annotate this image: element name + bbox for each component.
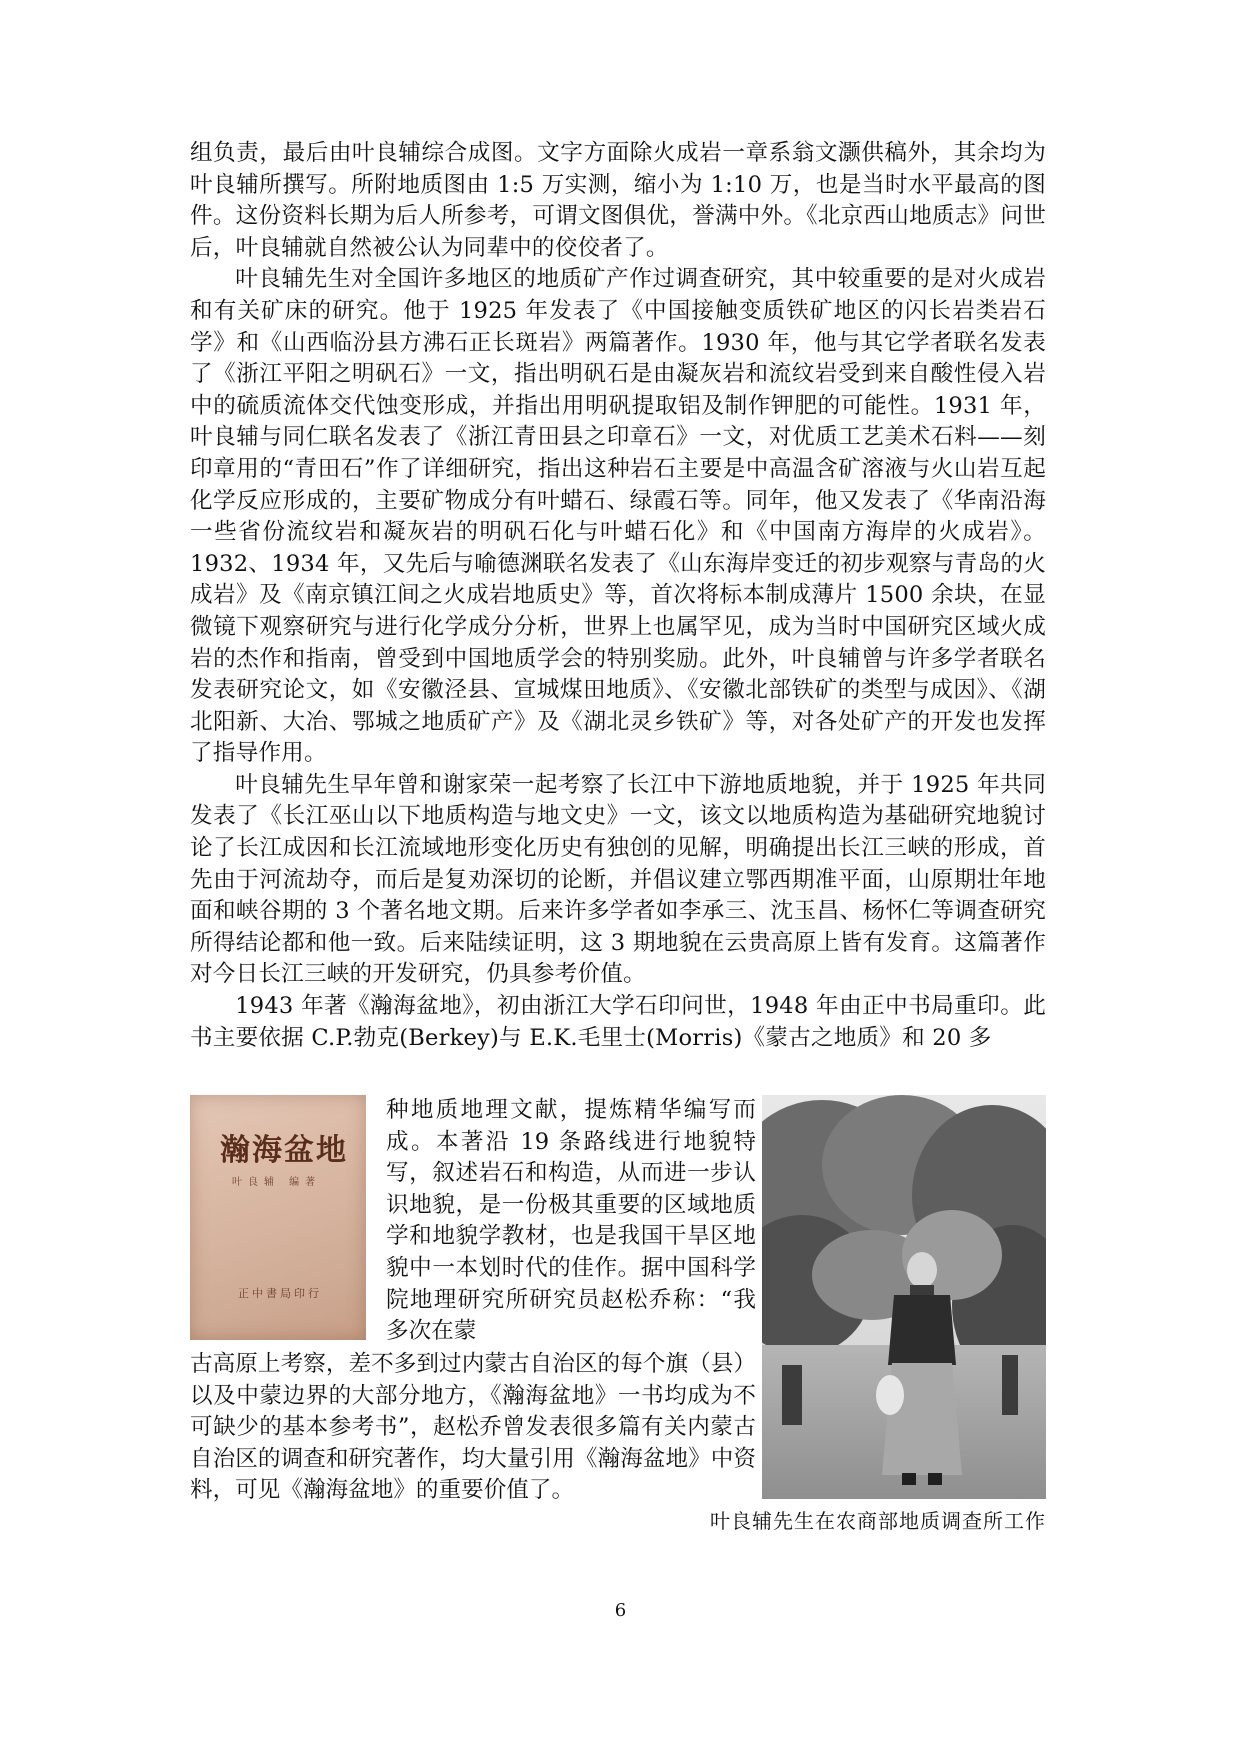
photo-caption: 叶良辅先生在农商部地质调查所工作	[710, 1509, 1046, 1533]
page-number: 6	[614, 1600, 627, 1621]
paragraph-1: 组负责，最后由叶良辅综合成图。文字方面除火成岩一章系翁文灏供稿外，其余均为叶良辅所撰写。所附地质图由 1:5 万实测，缩小为 1:10 万，也是当时水平最高的图件。这份资料长期为后人所参考，可谓文图俱优，誉满中外。《北京西山地质志》问世后，叶良辅就自然被公认为同辈中的佼佼者了。	[190, 140, 1046, 261]
paragraph-2: 叶良辅先生对全国许多地区的地质矿产作过调查研究，其中较重要的是对火成岩和有关矿床的研究。他于 1925 年发表了《中国接触变质铁矿地区的闪长岩类岩石学》和《山西临汾县方沸石正长斑岩》两篇著作。1930 年，他与其它学者联名发表了《浙江平阳之明矾石》一文，指出明矾石是由凝灰岩和流纹岩受到来自酸性侵入岩中的硫质流体交代蚀变形成，并指出用明矾提取铝及制作钾肥的可能性。1931 年，叶良辅与同仁联名发表了《浙江青田县之印章石》一文，对优质工艺美术石料——刻印章用的“青田石”作了详细研究，指出这种岩石主要是中高温含矿溶液与火山岩互起化学反应形成的，主要矿物成分有叶蜡石、绿霞石等。同年，他又发表了《华南沿海一些省份流纹岩和凝灰岩的明矾石化与叶蜡石化》和《中国南方海岸的火成岩》。1932、1934 年，又先后与喻德渊联名发表了《山东海岸变迁的初步观察与青岛的火成岩》及《南京镇江间之火成岩地质史》等，首次将标本制成薄片 1500 余块，在显微镜下观察研究与进行化学成分分析，世界上也属罕见，成为当时中国研究区域火成岩的杰作和指南，曾受到中国地质学会的特别奖励。此外，叶良辅曾与许多学者联名发表研究论文，如《安徽泾县、宣城煤田地质》、《安徽北部铁矿的类型与成因》、《湖北阳新、大冶、鄂城之地质矿产》及《湖北灵乡铁矿》等，对各处矿产的开发也发挥了指导作用。	[190, 266, 1046, 767]
book-cover-title: 瀚海盆地	[220, 1133, 348, 1168]
book-cover-publisher: 正中書局印行	[238, 1287, 322, 1300]
paragraph-3: 叶良辅先生早年曾和谢家荣一起考察了长江中下游地质地貌，并于 1925 年共同发表了《长江巫山以下地质构造与地文史》一文，该文以地质构造为基础研究地貌讨论了长江成因和长江流域地形变化历史有独创的见解，明确提出长江三峡的形成，首先由于河流劫夺，而后是复劝深切的论断，并倡议建立鄂西期准平面，山原期壮年地面和峡谷期的 3 个著名地文期。后来许多学者如李承三、沈玉昌、杨怀仁等调查研究所得结论都和他一致。后来陆续证明，这 3 期地貌在云贵高原上皆有发育。这篇著作对今日长江三峡的开发研究，仍具参考价值。	[190, 771, 1046, 988]
paragraph-4: 1943 年著《瀚海盆地》，初由浙江大学石印问世，1948 年由正中书局重印。此书主要依据 C.P.勃克(Berkey)与 E.K.毛里士(Morris)《蒙古之地质》和 20 多	[190, 993, 1046, 1051]
figure-section	[190, 1095, 1046, 1565]
wrapped-text-column: 种地质地理文献，提炼精华编写而成。本著沿 19 条路线进行地貌特写，叙述岩石和构造，从而进一步认识地貌，是一份极其重要的区域地质学和地貌学教材，也是我国干旱区地貌中一本划时代的佳作。据中国科学院地理研究所研究员赵松乔称：“我多次在蒙	[386, 1097, 756, 1345]
portrait-photo	[762, 1095, 1046, 1499]
main-text	[190, 138, 1046, 1054]
book-cover-image	[190, 1095, 366, 1340]
wrapped-text-continued: 古高原上考察，差不多到过内蒙古自治区的每个旗（县）以及中蒙边界的大部分地方，《瀚海盆地》一书均成为不可缺少的基本参考书”，赵松乔曾发表很多篇有关内蒙古自治区的调查和研究著作，均大量引用《瀚海盆地》中资料，可见《瀚海盆地》的重要价值了。	[190, 1351, 756, 1504]
book-cover-author: 叶良辅 编著	[232, 1177, 322, 1188]
